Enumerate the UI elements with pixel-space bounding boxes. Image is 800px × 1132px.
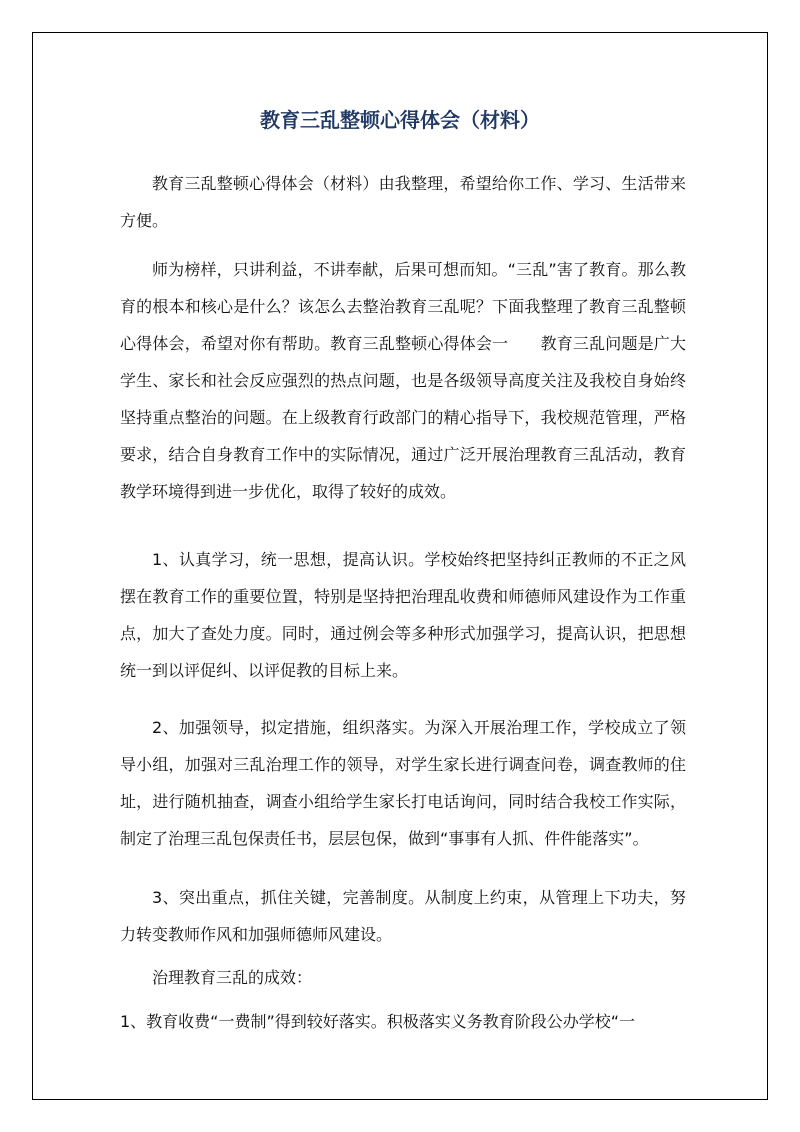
- paragraph-intro: 教育三乱整顿心得体会（材料）由我整理，希望给你工作、学习、生活带来方便。: [120, 174, 686, 230]
- paragraph-result-1: 1、教育收费“一费制”得到较好落实。积极落实义务教育阶段公办学校“一: [120, 1012, 636, 1031]
- paragraph-point-2: 2、加强领导，拟定措施，组织落实。为深入开展治理工作，学校成立了领导小组，加强对三乱治理工作的领导，对学生家长进行调查问卷，调查教师的住址，进行随机抽查，调查小组给学生家长打电话询问，同时结合我校工作实际，制定了治理三乱包保责任书，层层包保，做到“事事有人抓、件件能落实”。: [120, 718, 686, 848]
- paragraph-point-1: 1、认真学习，统一思想，提高认识。学校始终把坚持纠正教师的不正之风摆在教育工作的重要位置，特别是坚持把治理乱收费和师德师风建设作为工作重点，加大了查处力度。同时，通过例会等多种形式加强学习，提高认识，把思想统一到以评促纠、以评促教的目标上来。: [120, 550, 686, 680]
- document-title: 教育三乱整顿心得体会（材料）: [260, 108, 540, 132]
- paragraph-point-3: 3、突出重点，抓住关键，完善制度。从制度上约束，从管理上下功夫，努力转变教师作风和加强师德师风建设。: [120, 888, 686, 944]
- paragraph-background: 师为榜样，只讲利益，不讲奉献，后果可想而知。“三乱”害了教育。那么教育的根本和核心是什么？该怎么去整治教育三乱呢？下面我整理了教育三乱整顿心得体会，希望对你有帮助。教育三乱整顿心得体会一 教育三乱问题是广大学生、家长和社会反应强烈的热点问题，也是各级领导高度关注及我校自身始终坚持重点整治的问题。在上级教育行政部门的精心指导下，我校规范管理，严格要求，结合自身教育工作中的实际情况，通过广泛开展治理教育三乱活动，教育教学环境得到进一步优化，取得了较好的成效。: [120, 260, 686, 501]
- paragraph-results-heading: 治理教育三乱的成效：: [152, 968, 313, 987]
